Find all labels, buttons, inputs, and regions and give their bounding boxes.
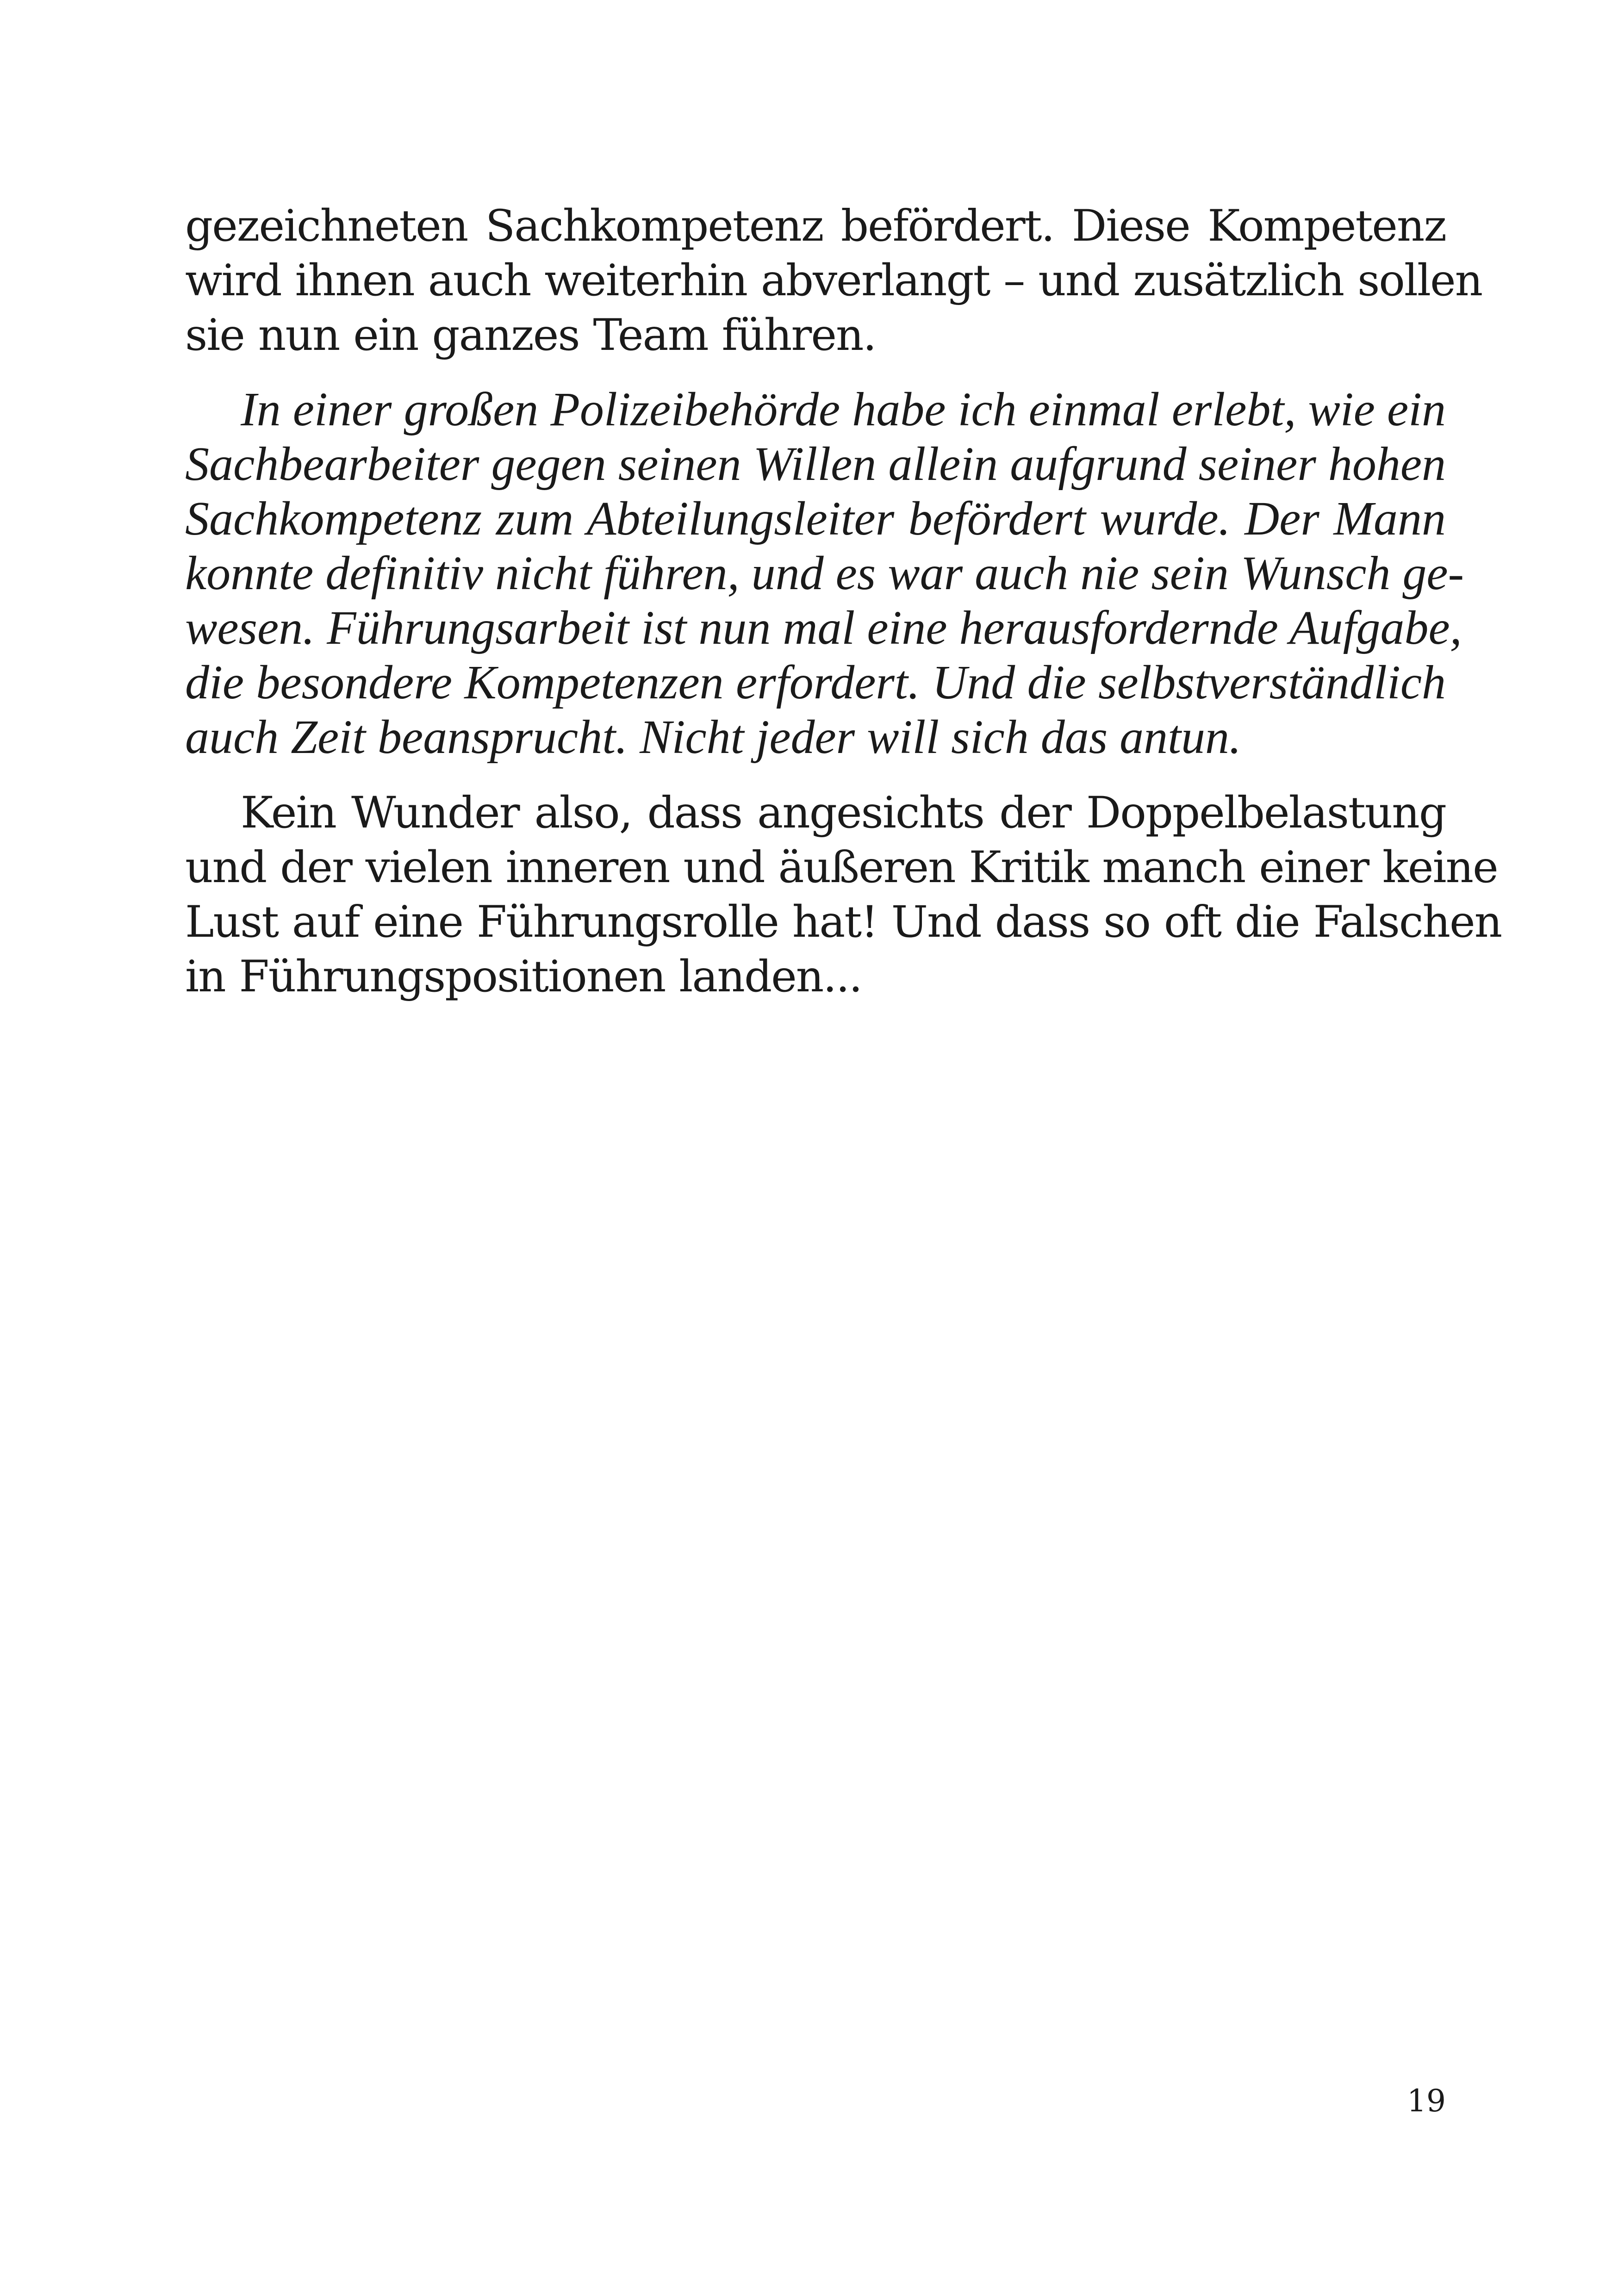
paragraph-example-italic [185,382,1464,765]
text-line: auch Zeit beansprucht. Nicht jeder will sich das antun. [185,710,1242,764]
text-line: Sachbearbeiter gegen seinen Willen allein aufgrund seiner hohen [185,437,1446,491]
text-line: wesen. Führungsarbeit ist nun mal eine herausfordernde Aufgabe, [185,601,1462,654]
text-line: die besondere Kompetenzen erfordert. Und die selbstverständlich [185,656,1446,709]
text-line: In einer großen Polizeibehörde habe ich einmal erlebt, wie ein [241,383,1446,436]
paragraph-continuation [185,199,1482,363]
text-line: Kein Wunder also, dass angesichts der Doppelbelastung [241,788,1446,838]
text-line: Sachkompetenz zum Abteilungsleiter befördert wurde. Der Mann [185,492,1446,545]
text-line: wird ihnen auch weiterhin abverlangt – und zusätzlich sollen [185,255,1482,306]
text-line: gezeichneten Sachkompetenz befördert. Diese Kompetenz [185,201,1446,251]
body-text [185,199,1502,1004]
text-line: in Führungspositionen landen... [185,952,862,1002]
text-line: Lust auf eine Führungsrolle hat! Und dass so oft die Falschen [185,897,1502,947]
text-line: und der vielen inneren und äußeren Kritik manch einer keine [185,842,1498,893]
text-line: sie nun ein ganzes Team führen. [185,310,876,361]
page-number: 19 [1407,2083,1446,2119]
text-line: konnte definitiv nicht führen, und es war auch nie sein Wunsch ge- [185,547,1464,600]
paragraph-conclusion [185,786,1502,1004]
